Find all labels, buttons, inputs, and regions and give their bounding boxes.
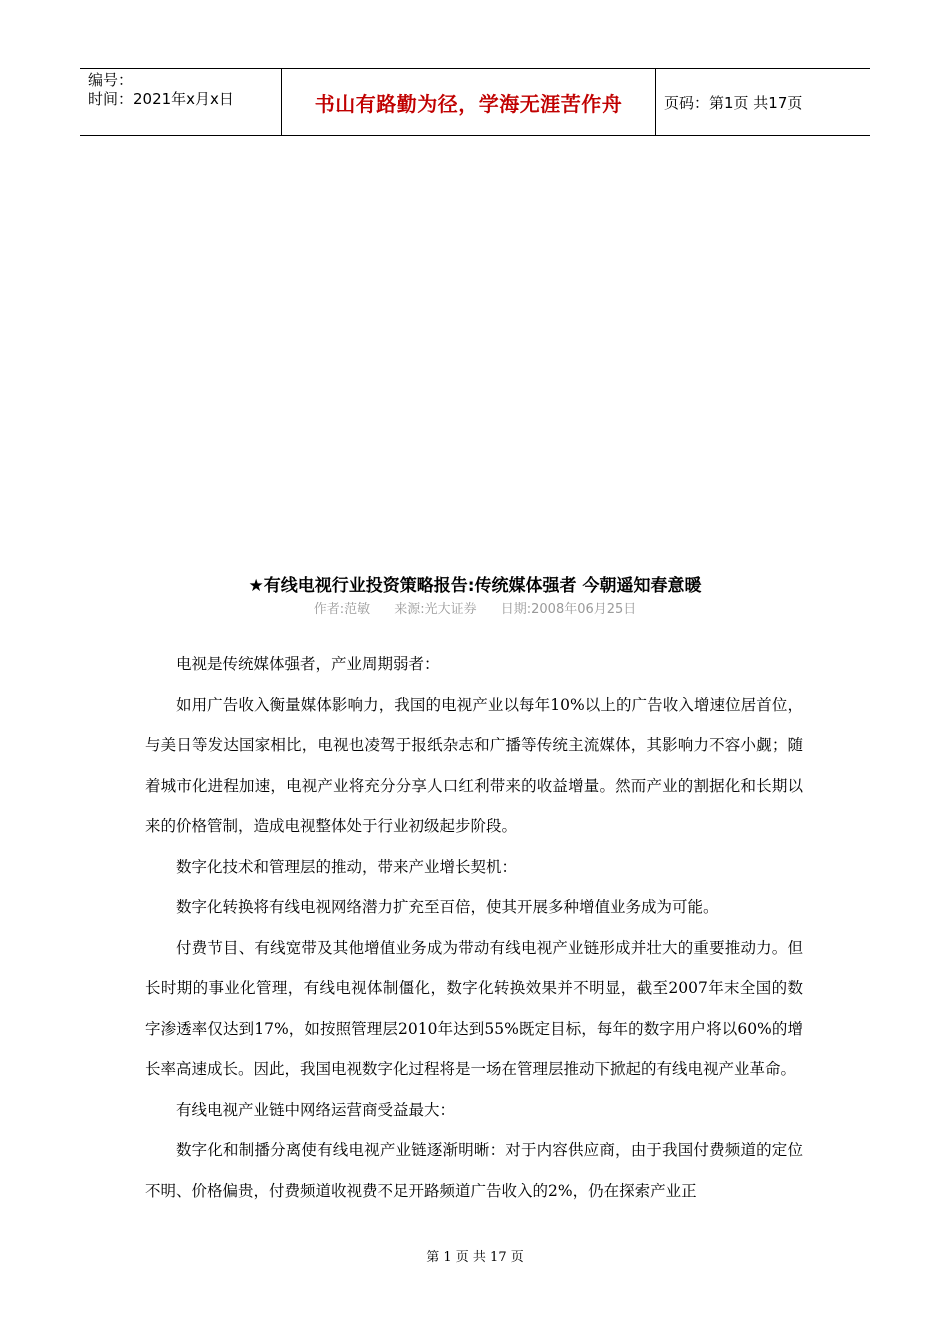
paragraph: 付费节目、有线宽带及其他增值业务成为带动有线电视产业链形成并壮大的重要推动力。但长时期的事业化管理，有线电视体制僵化，数字化转换效果并不明显，截至2007年末全国的数字渗透率仅达到17%，如按照管理层2010年达到55%既定目标，每年的数字用户将以60%的增长率高速成长。因此，我国电视数字化过程将是一场在管理层推动下掀起的有线电视产业革命。 [145,938,803,1078]
article-source: 来源:光大证券 [394,602,477,617]
page-header [80,68,870,136]
article-meta [0,598,950,617]
article-author: 作者:范敏 [313,602,371,617]
number-label: 编号： [88,71,134,89]
article-date: 日期:2008年06月25日 [500,602,637,617]
header-page-label: 页码：第1页 共17页 [664,93,803,112]
paragraph: 如用广告收入衡量媒体影响力，我国的电视产业以每年10%以上的广告收入增速位居首位，与美日等发达国家相比，电视也凌驾于报纸杂志和广播等传统主流媒体，其影响力不容小觑；随着城市化进程加速，电视产业将充分分享人口红利带来的收益增量。然而产业的割据化和长期以来的价格管制，造成电视整体处于行业初级起步阶段。 [145,695,803,835]
page-footer: 第 1 页 共 17 页 [426,1250,524,1265]
article-title: ★有线电视行业投资策略报告:传统媒体强者 今朝遥知春意暖 [248,576,702,596]
time-label: 时间：2021年x月x日 [88,90,234,108]
paragraph: 有线电视产业链中网络运营商受益最大： [176,1100,456,1119]
paragraph: 数字化技术和管理层的推动，带来产业增长契机： [176,857,518,876]
paragraph: 数字化和制播分离使有线电视产业链逐渐明晰：对于内容供应商，由于我国付费频道的定位不明、价格偏贵，付费频道收视费不足开路频道广告收入的2%，仍在探索产业正 [145,1141,803,1200]
paragraph: 电视是传统媒体强者，产业周期弱者： [176,655,440,673]
header-info-cell [80,69,282,135]
article-body [145,644,803,1211]
paragraph: 数字化转换将有线电视网络潜力扩充至百倍，使其开展多种增值业务成为可能。 [176,898,719,916]
header-motto: 书山有路勤为径，学海无涯苦作舟 [282,69,656,135]
